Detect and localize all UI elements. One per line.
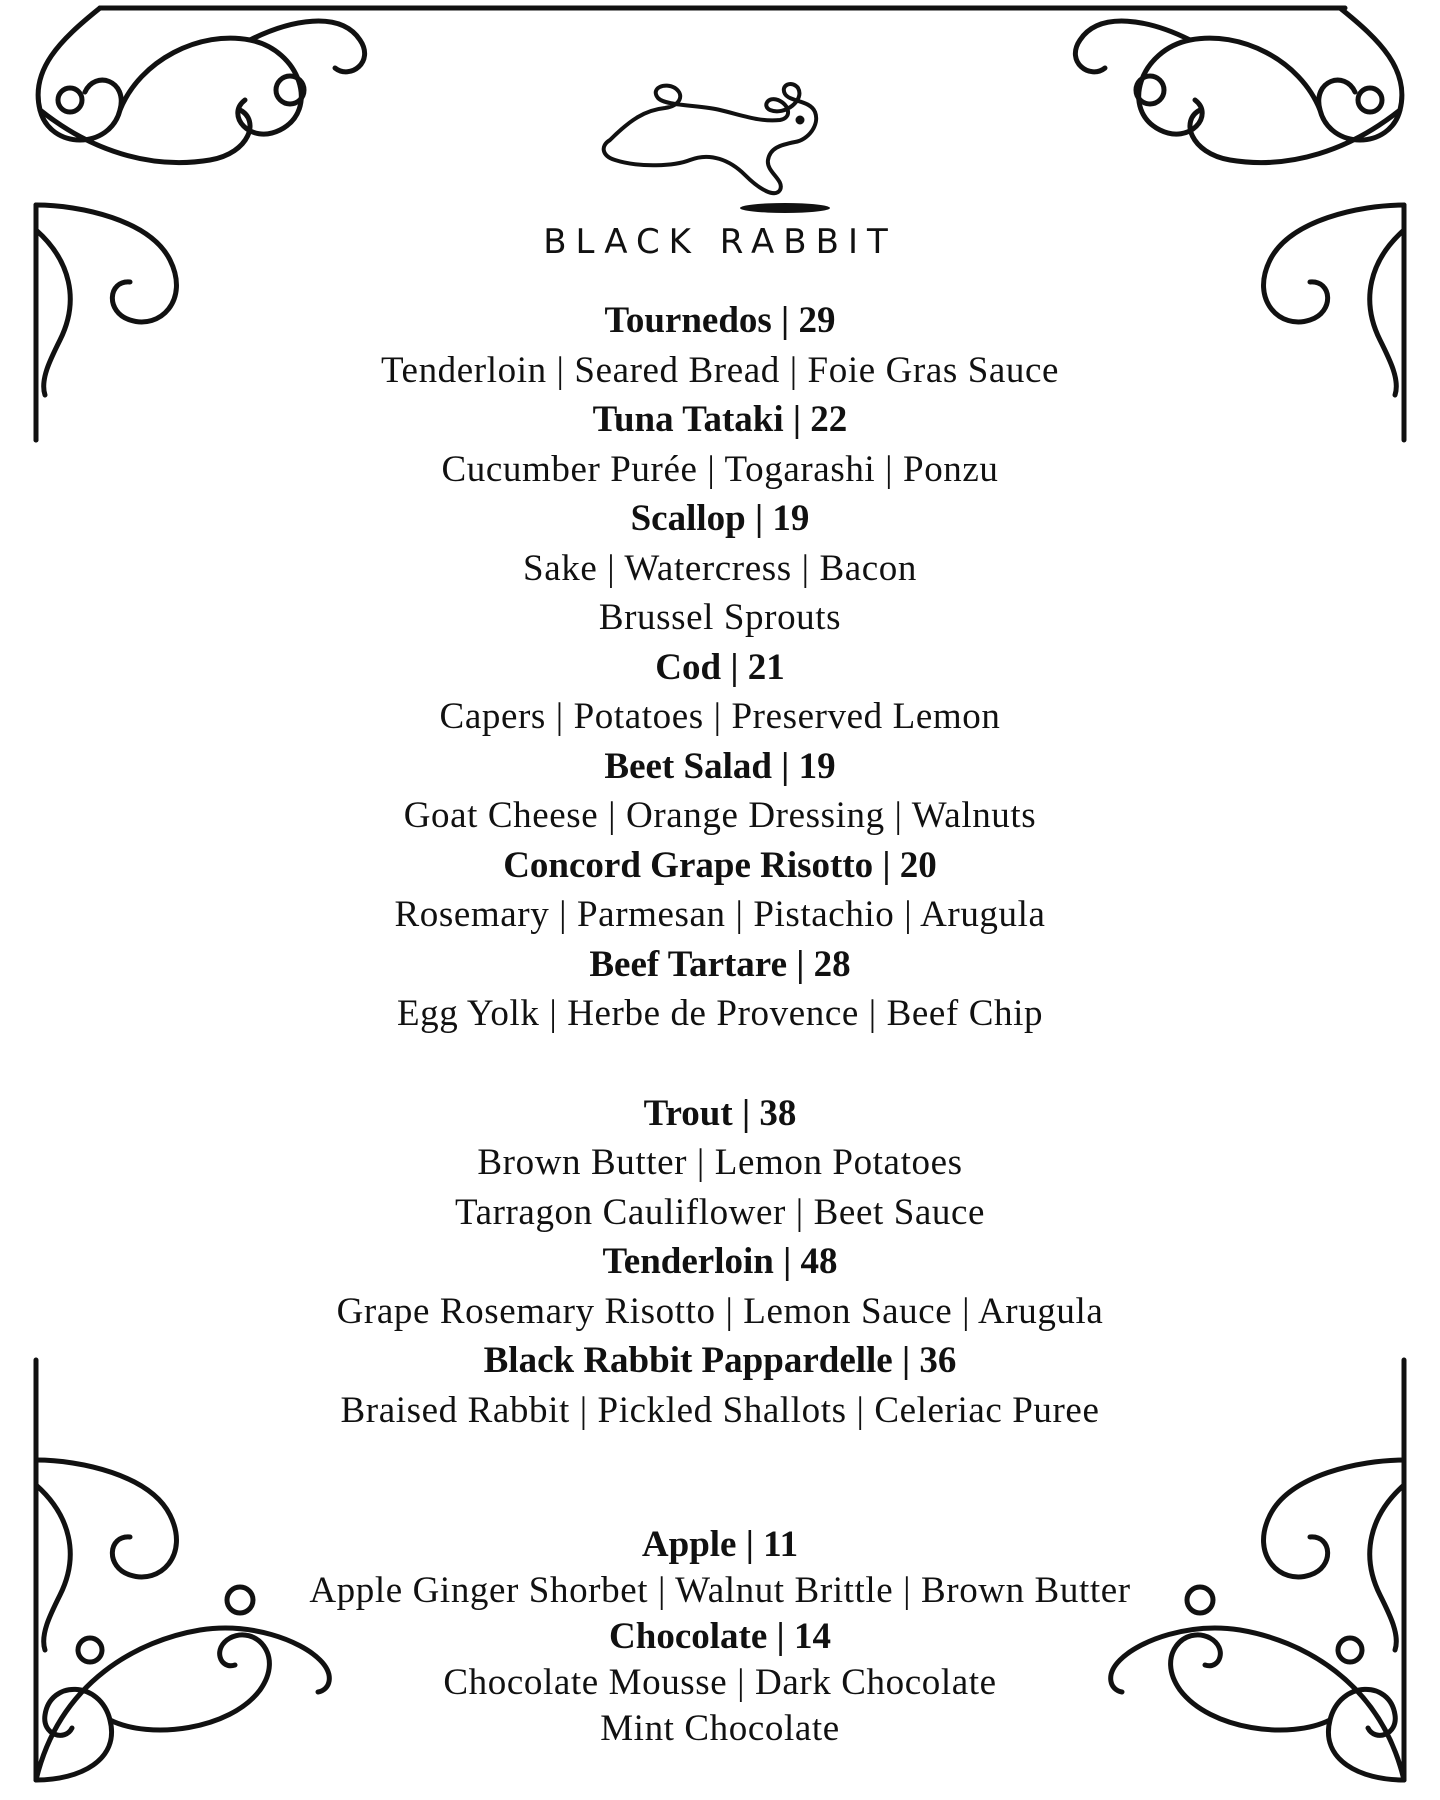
menu-item-description: Tenderloin | Seared Bread | Foie Gras Sauce <box>380 349 1060 391</box>
menu-item-description: Brown Butter | Lemon Potatoes <box>477 1142 963 1183</box>
menu-item-description: Chocolate Mousse | Dark Chocolate <box>443 1662 997 1703</box>
menu-item-description: Egg Yolk | Herbe de Provence | Beef Chip <box>396 993 1044 1034</box>
menu-item-title: Black Rabbit Pappardelle | 36 <box>483 1340 957 1381</box>
brand-wordmark: BLACK RABBIT <box>543 222 897 262</box>
menu-item-title: Beet Salad | 19 <box>604 745 836 787</box>
menu-section-desserts <box>0 1522 1440 1752</box>
menu-item-description: Capers | Potatoes | Preserved Lemon <box>439 696 1001 737</box>
rabbit-logo-icon <box>570 50 870 220</box>
menu-item-description: Mint Chocolate <box>600 1708 840 1749</box>
menu-item-title: Trout | 38 <box>643 1092 797 1134</box>
menu-item-title: Cod | 21 <box>655 646 785 688</box>
menu-item-title: Tenderloin | 48 <box>602 1241 838 1282</box>
menu-item-description: Brussel Sprouts <box>598 597 842 638</box>
menu-section-starters <box>0 296 1440 1039</box>
menu-item-description: Rosemary | Parmesan | Pistachio | Arugula <box>394 894 1046 935</box>
section-spacer <box>0 1039 1440 1089</box>
menu-item-title: Concord Grape Risotto | 20 <box>503 844 937 886</box>
menu-item-description: Braised Rabbit | Pickled Shallots | Celeriac Puree <box>340 1389 1100 1431</box>
menu <box>0 296 1440 1752</box>
menu-item-title: Tuna Tataki | 22 <box>592 399 848 440</box>
menu-item-title: Beef Tartare | 28 <box>589 943 851 985</box>
menu-item-title: Scallop | 19 <box>630 498 810 539</box>
menu-item-title: Tournedos | 29 <box>604 300 836 341</box>
menu-item-description: Grape Rosemary Risotto | Lemon Sauce | Arugula <box>336 1290 1104 1332</box>
menu-section-mains <box>0 1089 1440 1436</box>
menu-item-description: Cucumber Purée | Togarashi | Ponzu <box>441 448 999 490</box>
menu-item-title: Apple | 11 <box>641 1524 799 1565</box>
section-spacer <box>0 1435 1440 1522</box>
logo <box>0 50 1440 224</box>
menu-item-description: Tarragon Cauliflower | Beet Sauce <box>454 1191 986 1233</box>
menu-item-description: Sake | Watercress | Bacon <box>523 547 917 589</box>
menu-item-title: Chocolate | 14 <box>609 1616 831 1657</box>
menu-item-description: Goat Cheese | Orange Dressing | Walnuts <box>403 795 1037 836</box>
menu-item-description: Apple Ginger Shorbet | Walnut Brittle | Brown Butter <box>309 1570 1131 1611</box>
